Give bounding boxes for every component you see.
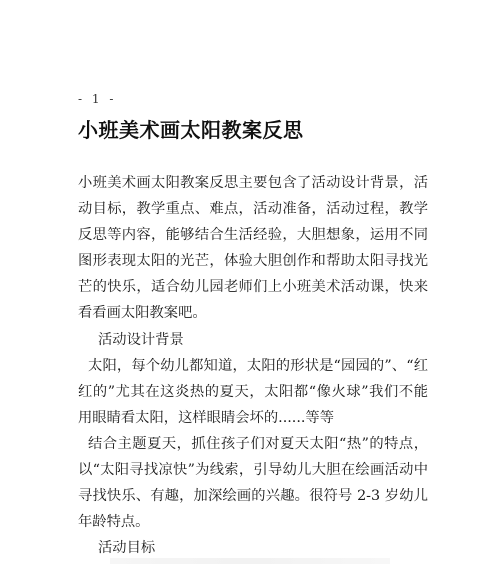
page-number: - 1 - — [78, 92, 117, 106]
background-paragraph-1: 太阳，每个幼儿都知道，太阳的形状是“园园的”、“红红的”尤其在这炎热的夏天，太阳都“像火球”我们不能用眼睛看太阳，这样眼睛会坏的......等等 — [78, 357, 428, 426]
document-body — [78, 170, 428, 561]
background-paragraph-2: 结合主题夏天，抓住孩子们对夏天太阳“热”的特点，以“太阳寻找凉快”为线索，引导幼儿大胆在绘画活动中寻找快乐、有趣，加深绘画的兴趣。很符号 2-3 岁幼儿年龄特点。 — [78, 435, 428, 531]
section-heading-goals: 活动目标 — [98, 540, 156, 557]
faint-footer-line — [110, 558, 390, 564]
section-heading-background: 活动设计背景 — [98, 331, 184, 348]
intro-paragraph: 小班美术画太阳教案反思主要包含了活动设计背景，活动目标，教学重点、难点，活动准备，活动过程，教学反思等内容，能够结合生活经验，大胆想象，运用不同图形表现太阳的光芒，体验大胆创作和帮助太阳寻找光芒的快乐，适合幼儿园老师们上小班美术活动课，快来看看画太阳教案吧。 — [78, 175, 428, 322]
document-title: 小班美术画太阳教案反思 — [78, 118, 304, 142]
